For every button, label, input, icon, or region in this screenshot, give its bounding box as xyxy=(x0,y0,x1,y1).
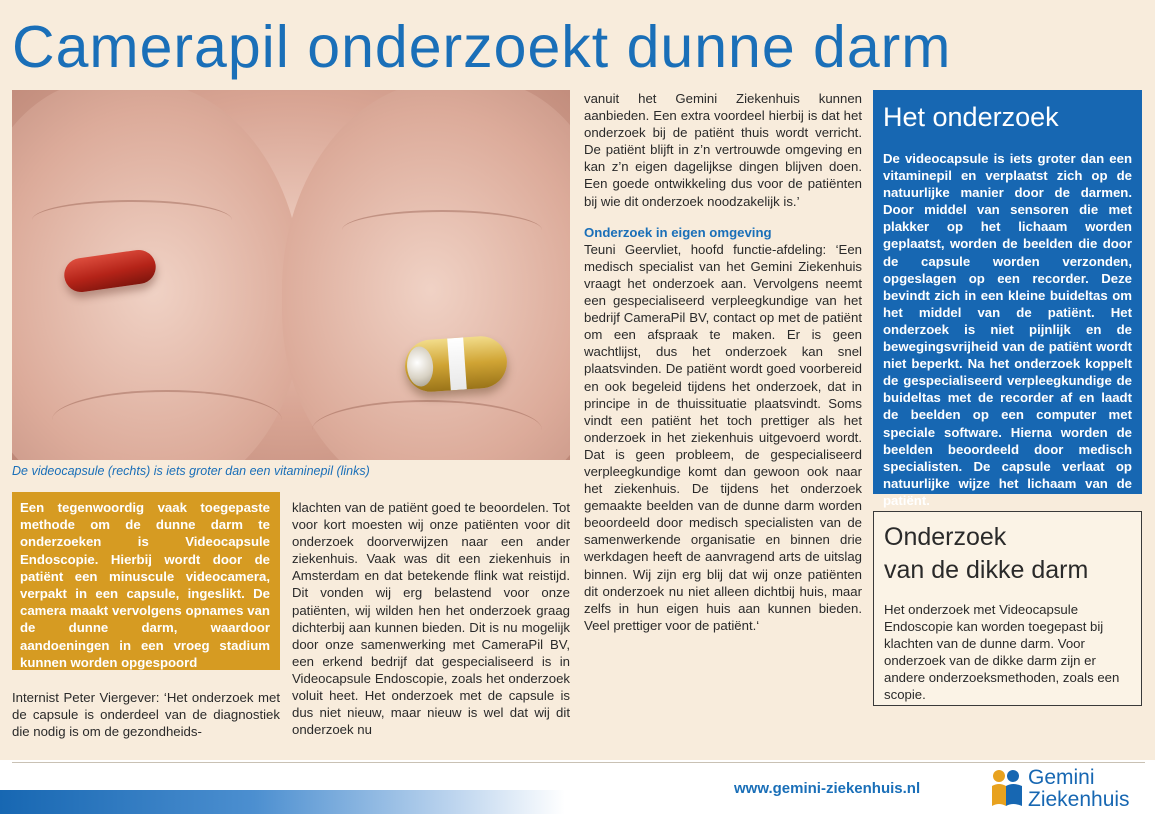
gemini-logo-icon xyxy=(990,768,1024,808)
footer-divider xyxy=(12,762,1145,763)
article-column-2 xyxy=(292,499,570,738)
palm-crease xyxy=(342,210,542,250)
article-subheading: Onderzoek in eigen omgeving xyxy=(584,224,772,240)
photo-caption: De videocapsule (rechts) is iets groter dan een vitaminepil (links) xyxy=(12,464,370,478)
article-column-1 xyxy=(12,689,280,740)
capsule-band xyxy=(447,337,467,390)
footer xyxy=(0,760,1155,818)
video-capsule xyxy=(403,335,508,394)
logo-text-ziekenhuis: Ziekenhuis xyxy=(1028,788,1130,811)
sidebar-title-line: Onderzoek xyxy=(884,523,1007,551)
footer-gradient-bar xyxy=(0,790,565,814)
article-photo xyxy=(12,90,570,460)
sidebar-title: Het onderzoek xyxy=(883,102,1059,132)
article-paragraph: Teuni Geervliet, hoofd functie-afdeling: ‘Een medisch specialist van het Gemini Ziekenhuis vraagt het onderzoek aan. Vervolgens neemt een gespecialiseerd verpleegkundige van het bedrijf CameraPil BV, contact op met de patiënt om een afspraak te maken. Er is geen wachtlijst, dus het onderzoek kan snel plaatsvinden. De patiënt wordt goed voorbereid en ook begeleid tijdens het onderzoek, dat in principe in de thuissituatie plaatsvindt. Soms vindt een patiënt het toch prettiger als het onderzoek in het ziekenhuis uitgevoerd wordt. Dat is geen probleem, de gespecialiseerd verpleegkundige komt dan gewoon ook naar het ziekenhuis. De tijdens het onderzoek gemaakte beelden van de dunne darm worden beoordeeld door medisch specialisten van de samenwerkende organisatie en binnen drie werkdagen heeft de aanvragend arts de uitslag binnen. Wij zijn erg blij dat wij onze patiënten dit onderzoek nu niet alleen dichtbij huis, maar zelfs in hun eigen huis aan kunnen bieden. Veel prettiger voor de patiënt.‘ xyxy=(584,241,862,633)
palm-crease xyxy=(312,400,542,460)
gemini-logo xyxy=(990,766,1150,816)
sidebar-title xyxy=(884,521,1131,587)
logo-text-gemini: Gemini xyxy=(1028,766,1095,789)
palm-crease xyxy=(32,200,232,240)
sidebar-title-line: van de dikke darm xyxy=(884,556,1089,584)
intro-box: Een tegenwoordig vaak toegepaste methode om de dunne darm te onderzoeken is Videocapsule Endoscopie. Hierbij wordt door de patiënt een minuscule videocamera, verpakt in een capsule, ingeslikt. De camera maakt vervolgens opnames van de dunne darm, waardoor aandoeningen in een vroeg stadium kunnen worden opgespoord xyxy=(12,492,280,670)
article-paragraph: Internist Peter Viergever: ‘Het onderzoek met de capsule is onderdeel van de diagnostiek die nodig is om de gezondheids- xyxy=(12,690,280,740)
sidebar-dikke-darm xyxy=(873,511,1142,706)
palm-crease xyxy=(52,390,282,450)
headline: Camerapil onderzoekt dunne darm xyxy=(12,14,952,80)
article-column-3 xyxy=(584,90,862,634)
sidebar-het-onderzoek xyxy=(873,90,1142,508)
sidebar-body: De videocapsule is iets groter dan een vitaminepil en verplaatst zich op de natuurlijke manier door de darmen. Door middel van sensoren die met plakker op het lichaam worden geplaatst, worden de beelden die door de capsule worden verzonden, opgeslagen op een recorder. Deze bevindt zich in een kleine buideltas om het middel van de patiënt. Het onderzoek is niet pijnlijk en de bewegingsvrijheid van de patiënt wordt niet beperkt. Na het onderzoek koppelt de gespecialiseerd verpleegkundige de buideltas met de recorder af en laadt de beelden op een computer met speciale software. Hierna worden de beelden beoordeeld door medisch specialisten. De capsule verlaat op natuurlijke wijze het lichaam van de patiënt. xyxy=(883,151,1132,508)
sidebar-body: Het onderzoek met Videocapsule Endoscopie kan worden toegepast bij klachten van de dunne darm. Voor onderzoek van de dikke darm zijn er andere onderzoeksmethoden, zoals een scopie. xyxy=(884,602,1120,703)
article-paragraph: klachten van de patiënt goed te beoordelen. Tot voor kort moesten wij onze patiënten voor dit onderzoek doorverwijzen naar een ander ziekenhuis. Vaak was dit een ziekenhuis in Amsterdam en dat betekende flink wat reistijd. Dit vonden wij erg belastend voor onze patiënten, wij wilden hen het onderzoek graag dichterbij aan kunnen bieden. Dit is nu mogelijk door onze samenwerking met CameraPil BV, een erkend bedrijf dat gespecialiseerd is in Videocapsule Endoscopie, zoals het onderzoek voluit heet. Het onderzoek met de capsule is dus niet nieuw, maar nieuw is wel dat wij dit onderzoek nu xyxy=(292,500,570,738)
website-link[interactable]: www.gemini-ziekenhuis.nl xyxy=(734,780,921,797)
capsule-lens xyxy=(406,346,435,388)
article-paragraph: vanuit het Gemini Ziekenhuis kunnen aanbieden. Een extra voordeel hierbij is dat het onderzoek bij de patiënt thuis wordt verricht. De patiënt blijft in z’n vertrouwde omgeving en kan z’n eigen dagelijkse dingen blijven doen. Een goede ontwikkeling dus voor de patiënten bij wie dit onderzoek noodzakelijk is.’ xyxy=(584,91,862,209)
